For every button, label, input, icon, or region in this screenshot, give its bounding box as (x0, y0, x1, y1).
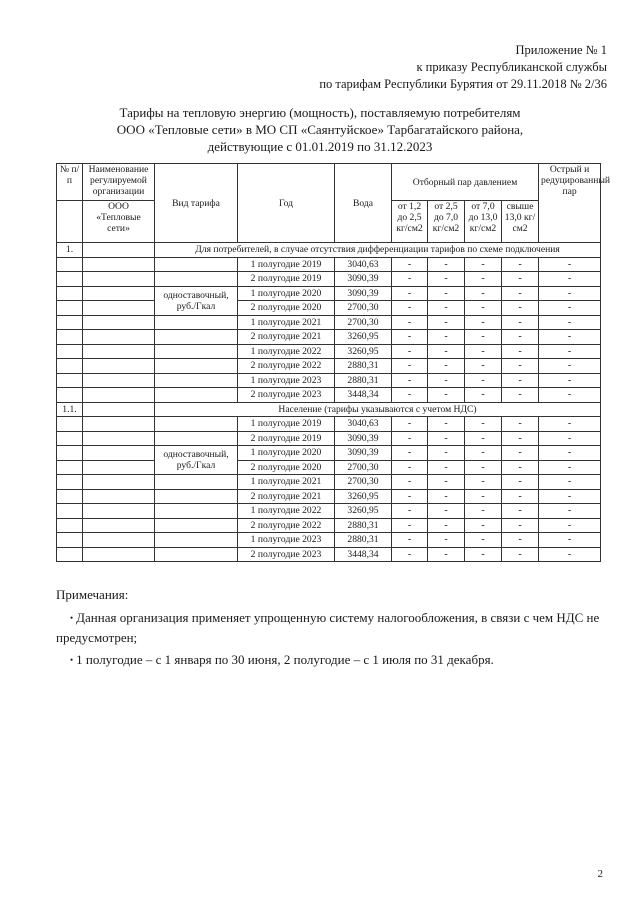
table-row (57, 286, 601, 301)
period-cell: 1 полугодие 2021 (238, 475, 335, 490)
num-cell (57, 272, 83, 287)
header-acute-steam: Острый и редуцированный пар (539, 164, 601, 243)
header-steam-col: от 2,5 до 7,0 кг/см2 (428, 201, 465, 243)
period-cell: 1 полугодие 2022 (238, 344, 335, 359)
tariff-type-cell (155, 257, 238, 272)
tariff-type-cell: одноставочный, руб./Гкал (155, 446, 238, 475)
period-cell: 2 полугодие 2019 (238, 272, 335, 287)
dash-cell: - (428, 460, 465, 475)
tariff-type-cell (155, 475, 238, 490)
period-cell: 1 полугодие 2021 (238, 315, 335, 330)
header-steam-col: от 7,0 до 13,0 кг/см2 (465, 201, 502, 243)
dash-cell: - (392, 475, 428, 490)
dash-cell: - (539, 475, 601, 490)
water-price-cell: 3090,39 (335, 272, 392, 287)
table-row (57, 373, 601, 388)
title-line: ООО «Тепловые сети» в МО СП «Саянтуйское» Тарбагатайского района, (116, 122, 524, 137)
dash-cell: - (465, 315, 502, 330)
tariff-type-cell (155, 388, 238, 403)
dash-cell: - (428, 373, 465, 388)
header-num: № п/п (57, 164, 83, 201)
dash-cell: - (392, 518, 428, 533)
table-row (57, 431, 601, 446)
header-num-blank (57, 201, 83, 243)
page-number: 2 (597, 868, 603, 880)
dash-cell: - (502, 286, 539, 301)
water-price-cell: 2700,30 (335, 315, 392, 330)
org-cell (83, 431, 155, 446)
dash-cell: - (539, 373, 601, 388)
tariff-type-cell (155, 359, 238, 374)
dash-cell: - (392, 272, 428, 287)
dash-cell: - (392, 330, 428, 345)
water-price-cell: 3448,34 (335, 388, 392, 403)
period-cell: 1 полугодие 2020 (238, 446, 335, 461)
dash-cell: - (465, 547, 502, 562)
dash-cell: - (392, 446, 428, 461)
table-row (57, 344, 601, 359)
dash-cell: - (465, 417, 502, 432)
org-cell (83, 315, 155, 330)
dash-cell: - (502, 489, 539, 504)
dash-cell: - (539, 431, 601, 446)
dash-cell: - (465, 257, 502, 272)
period-cell: 1 полугодие 2023 (238, 533, 335, 548)
dash-cell: - (502, 344, 539, 359)
tariff-type-cell (155, 533, 238, 548)
water-price-cell: 3260,95 (335, 489, 392, 504)
dash-cell: - (539, 417, 601, 432)
table-row (57, 417, 601, 432)
dash-cell: - (465, 388, 502, 403)
dash-cell: - (539, 547, 601, 562)
dash-cell: - (392, 460, 428, 475)
section-org-blank (83, 402, 155, 417)
water-price-cell: 2880,31 (335, 359, 392, 374)
dash-cell: - (539, 359, 601, 374)
tariff-type-cell (155, 518, 238, 533)
water-price-cell: 3448,34 (335, 547, 392, 562)
dash-cell: - (392, 504, 428, 519)
org-cell (83, 533, 155, 548)
dash-cell: - (539, 388, 601, 403)
dash-cell: - (502, 504, 539, 519)
org-cell (83, 330, 155, 345)
num-cell (57, 359, 83, 374)
dash-cell: - (428, 286, 465, 301)
tariff-type-cell: одноставочный, руб./Гкал (155, 286, 238, 315)
num-cell (57, 257, 83, 272)
num-cell (57, 301, 83, 316)
water-price-cell: 3040,63 (335, 417, 392, 432)
dash-cell: - (502, 359, 539, 374)
note-text: 1 полугодие – с 1 января по 30 июня, 2 полугодие – с 1 июля по 31 декабря. (76, 652, 494, 667)
water-price-cell: 2880,31 (335, 518, 392, 533)
dash-cell: - (502, 431, 539, 446)
water-price-cell: 3040,63 (335, 257, 392, 272)
dash-cell: - (428, 257, 465, 272)
dash-cell: - (465, 301, 502, 316)
dash-cell: - (502, 460, 539, 475)
dash-cell: - (392, 489, 428, 504)
dash-cell: - (428, 446, 465, 461)
water-price-cell: 3260,95 (335, 344, 392, 359)
num-cell (57, 504, 83, 519)
dash-cell: - (428, 301, 465, 316)
section-org-blank (83, 243, 155, 258)
notes (56, 585, 616, 673)
dash-cell: - (428, 489, 465, 504)
period-cell: 2 полугодие 2022 (238, 518, 335, 533)
num-cell (57, 344, 83, 359)
org-cell (83, 475, 155, 490)
num-cell (57, 547, 83, 562)
table-row (57, 547, 601, 562)
table-row (57, 359, 601, 374)
num-cell (57, 388, 83, 403)
dash-cell: - (502, 388, 539, 403)
dash-cell: - (465, 272, 502, 287)
num-cell (57, 518, 83, 533)
org-cell (83, 301, 155, 316)
num-cell (57, 330, 83, 345)
period-cell: 1 полугодие 2022 (238, 504, 335, 519)
dash-cell: - (465, 446, 502, 461)
table-body (57, 243, 601, 562)
table-row (57, 315, 601, 330)
title-line: действующие с 01.01.2019 по 31.12.2023 (207, 139, 433, 154)
dash-cell: - (392, 359, 428, 374)
period-cell: 2 полугодие 2023 (238, 388, 335, 403)
period-cell: 2 полугодие 2019 (238, 431, 335, 446)
header-org: Наименование регулируемой организации (83, 164, 155, 201)
dash-cell: - (502, 315, 539, 330)
tariff-type-cell (155, 344, 238, 359)
dash-cell: - (502, 475, 539, 490)
dash-cell: - (465, 504, 502, 519)
water-price-cell: 3090,39 (335, 286, 392, 301)
org-cell (83, 388, 155, 403)
org-cell (83, 373, 155, 388)
num-cell (57, 373, 83, 388)
dash-cell: - (392, 547, 428, 562)
water-price-cell: 2880,31 (335, 533, 392, 548)
dash-cell: - (465, 330, 502, 345)
num-cell (57, 431, 83, 446)
num-cell (57, 315, 83, 330)
dash-cell: - (539, 518, 601, 533)
header-steam-col: свыше 13,0 кг/см2 (502, 201, 539, 243)
dash-cell: - (539, 315, 601, 330)
water-price-cell: 2700,30 (335, 301, 392, 316)
dash-cell: - (428, 518, 465, 533)
period-cell: 2 полугодие 2020 (238, 460, 335, 475)
org-cell (83, 518, 155, 533)
bullet-icon: • (70, 613, 74, 623)
period-cell: 2 полугодие 2021 (238, 330, 335, 345)
dash-cell: - (428, 431, 465, 446)
tariff-type-cell (155, 504, 238, 519)
dash-cell: - (539, 330, 601, 345)
dash-cell: - (428, 272, 465, 287)
dash-cell: - (428, 417, 465, 432)
table-row (57, 257, 601, 272)
note-text: Данная организация применяет упрощенную систему налогообложения, в связи с чем НДС не предусмотрен; (56, 610, 600, 645)
num-cell (57, 417, 83, 432)
period-cell: 2 полугодие 2020 (238, 301, 335, 316)
num-cell (57, 489, 83, 504)
appendix-header (319, 42, 607, 93)
section-row (57, 243, 601, 258)
dash-cell: - (502, 547, 539, 562)
dash-cell: - (465, 344, 502, 359)
dash-cell: - (502, 533, 539, 548)
tariff-type-cell (155, 417, 238, 432)
num-cell (57, 475, 83, 490)
dash-cell: - (392, 301, 428, 316)
dash-cell: - (428, 344, 465, 359)
header-tariff-type: Вид тарифа (155, 164, 238, 243)
document-title (0, 104, 640, 155)
dash-cell: - (539, 301, 601, 316)
dash-cell: - (392, 373, 428, 388)
dash-cell: - (392, 431, 428, 446)
dash-cell: - (392, 286, 428, 301)
tariff-type-cell (155, 431, 238, 446)
title-line: Тарифы на тепловую энергию (мощность), поставляемую потребителям (119, 105, 521, 120)
dash-cell: - (502, 257, 539, 272)
table-row (57, 460, 601, 475)
table-row (57, 518, 601, 533)
num-cell (57, 286, 83, 301)
period-cell: 2 полугодие 2021 (238, 489, 335, 504)
header-water: Вода (335, 164, 392, 243)
dash-cell: - (502, 446, 539, 461)
dash-cell: - (392, 533, 428, 548)
notes-title: Примечания: (56, 587, 129, 602)
dash-cell: - (465, 373, 502, 388)
org-cell (83, 286, 155, 301)
dash-cell: - (539, 504, 601, 519)
org-cell (83, 489, 155, 504)
water-price-cell: 3090,39 (335, 431, 392, 446)
appendix-line: по тарифам Республики Бурятия от 29.11.2018 № 2/36 (319, 77, 607, 91)
dash-cell: - (392, 257, 428, 272)
header-steam: Отборный пар давлением (392, 164, 539, 201)
dash-cell: - (428, 315, 465, 330)
org-cell (83, 344, 155, 359)
tariff-type-cell (155, 272, 238, 287)
table-row (57, 388, 601, 403)
tariff-type-cell (155, 547, 238, 562)
section-title: Население (тарифы указываются с учетом НДС) (155, 402, 601, 417)
note-item (56, 650, 616, 670)
dash-cell: - (428, 475, 465, 490)
org-cell (83, 547, 155, 562)
tariff-type-cell (155, 489, 238, 504)
dash-cell: - (465, 518, 502, 533)
dash-cell: - (428, 547, 465, 562)
dash-cell: - (428, 533, 465, 548)
bullet-icon: • (70, 655, 74, 665)
table-row (57, 446, 601, 461)
note-item (56, 608, 616, 647)
section-num: 1.1. (57, 402, 83, 417)
num-cell (57, 446, 83, 461)
table-row (57, 301, 601, 316)
dash-cell: - (539, 344, 601, 359)
org-cell (83, 460, 155, 475)
dash-cell: - (428, 388, 465, 403)
water-price-cell: 3260,95 (335, 504, 392, 519)
dash-cell: - (502, 330, 539, 345)
org-cell (83, 257, 155, 272)
org-cell (83, 417, 155, 432)
dash-cell: - (465, 460, 502, 475)
dash-cell: - (465, 359, 502, 374)
dash-cell: - (502, 417, 539, 432)
dash-cell: - (428, 359, 465, 374)
num-cell (57, 460, 83, 475)
org-cell (83, 504, 155, 519)
header-org-value: ООО «Тепловые сети» (83, 201, 155, 243)
dash-cell: - (539, 460, 601, 475)
num-cell (57, 533, 83, 548)
dash-cell: - (502, 272, 539, 287)
dash-cell: - (539, 533, 601, 548)
period-cell: 1 полугодие 2020 (238, 286, 335, 301)
dash-cell: - (539, 257, 601, 272)
dash-cell: - (392, 344, 428, 359)
org-cell (83, 446, 155, 461)
dash-cell: - (539, 446, 601, 461)
dash-cell: - (428, 330, 465, 345)
appendix-line: Приложение № 1 (515, 43, 607, 57)
table-row (57, 533, 601, 548)
header-steam-col: от 1,2 до 2,5 кг/см2 (392, 201, 428, 243)
section-title: Для потребителей, в случае отсутствия дифференциации тарифов по схеме подключения (155, 243, 601, 258)
dash-cell: - (392, 315, 428, 330)
section-row (57, 402, 601, 417)
table-row (57, 272, 601, 287)
water-price-cell: 3260,95 (335, 330, 392, 345)
tariff-type-cell (155, 315, 238, 330)
section-num: 1. (57, 243, 83, 258)
org-cell (83, 359, 155, 374)
water-price-cell: 2700,30 (335, 475, 392, 490)
period-cell: 2 полугодие 2023 (238, 547, 335, 562)
dash-cell: - (392, 388, 428, 403)
period-cell: 1 полугодие 2023 (238, 373, 335, 388)
header-year: Год (238, 164, 335, 243)
tariff-type-cell (155, 373, 238, 388)
table-row (57, 504, 601, 519)
dash-cell: - (428, 504, 465, 519)
period-cell: 1 полугодие 2019 (238, 257, 335, 272)
dash-cell: - (465, 533, 502, 548)
dash-cell: - (502, 373, 539, 388)
water-price-cell: 2880,31 (335, 373, 392, 388)
dash-cell: - (465, 286, 502, 301)
period-cell: 1 полугодие 2019 (238, 417, 335, 432)
water-price-cell: 3090,39 (335, 446, 392, 461)
tariff-type-cell (155, 330, 238, 345)
dash-cell: - (392, 417, 428, 432)
dash-cell: - (502, 301, 539, 316)
dash-cell: - (465, 475, 502, 490)
water-price-cell: 2700,30 (335, 460, 392, 475)
tariff-table (56, 163, 611, 562)
org-cell (83, 272, 155, 287)
appendix-line: к приказу Республиканской службы (416, 60, 607, 74)
dash-cell: - (539, 489, 601, 504)
dash-cell: - (465, 489, 502, 504)
table-row (57, 489, 601, 504)
table-row (57, 475, 601, 490)
dash-cell: - (502, 518, 539, 533)
dash-cell: - (539, 286, 601, 301)
period-cell: 2 полугодие 2022 (238, 359, 335, 374)
table-row (57, 330, 601, 345)
dash-cell: - (539, 272, 601, 287)
dash-cell: - (465, 431, 502, 446)
